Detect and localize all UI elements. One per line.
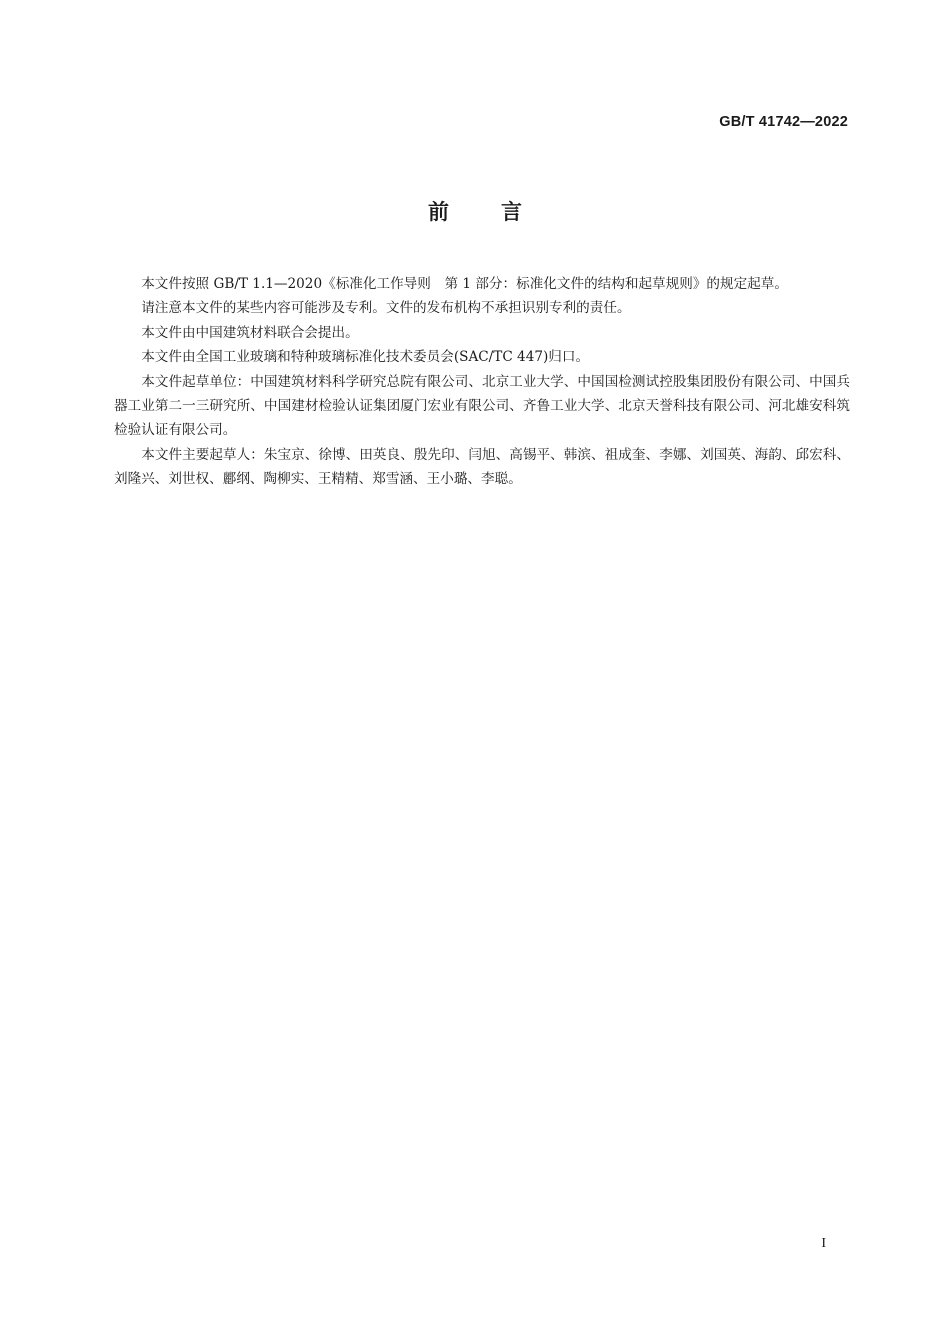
paragraph-patent-notice: 请注意本文件的某些内容可能涉及专利。文件的发布机构不承担识别专利的责任。 [141, 300, 631, 317]
paragraph-drafting-rules: 本文件按照 GB/T 1.1—2020《标准化工作导则 第 1 部分：标准化文件的结构和起草规则》的规定起草。 [141, 276, 788, 292]
paragraph-drafting-organizations: 本文件起草单位：中国建筑材料科学研究总院有限公司、北京工业大学、中国国检测试控股集团股份有限公司、中国兵器工业第二一三研究所、中国建材检验认证集团厦门宏业有限公司、齐鲁工业大学、北京天誉科技有限公司、河北雄安科筑检验认证有限公司。 [114, 373, 850, 439]
page-number: I [821, 1236, 826, 1251]
paragraph-proposer: 本文件由中国建筑材料联合会提出。 [141, 324, 359, 341]
foreword-body [114, 272, 850, 492]
paragraph-main-drafters: 本文件主要起草人：朱宝京、徐博、田英良、殷先印、闫旭、高锡平、韩滨、祖成奎、李娜、刘国英、海韵、邱宏科、刘隆兴、刘世权、酈纲、陶柳实、王精精、郑雪涵、王小璐、李聪。 [114, 446, 850, 488]
page-title [0, 196, 950, 226]
standard-number: GB/T 41742—2022 [719, 114, 848, 130]
page-title-char-2: 言 [501, 200, 522, 224]
paragraph-technical-committee: 本文件由全国工业玻璃和特种玻璃标准化技术委员会(SAC/TC 447)归口。 [141, 349, 590, 366]
page-title-char-1: 前 [428, 200, 449, 224]
